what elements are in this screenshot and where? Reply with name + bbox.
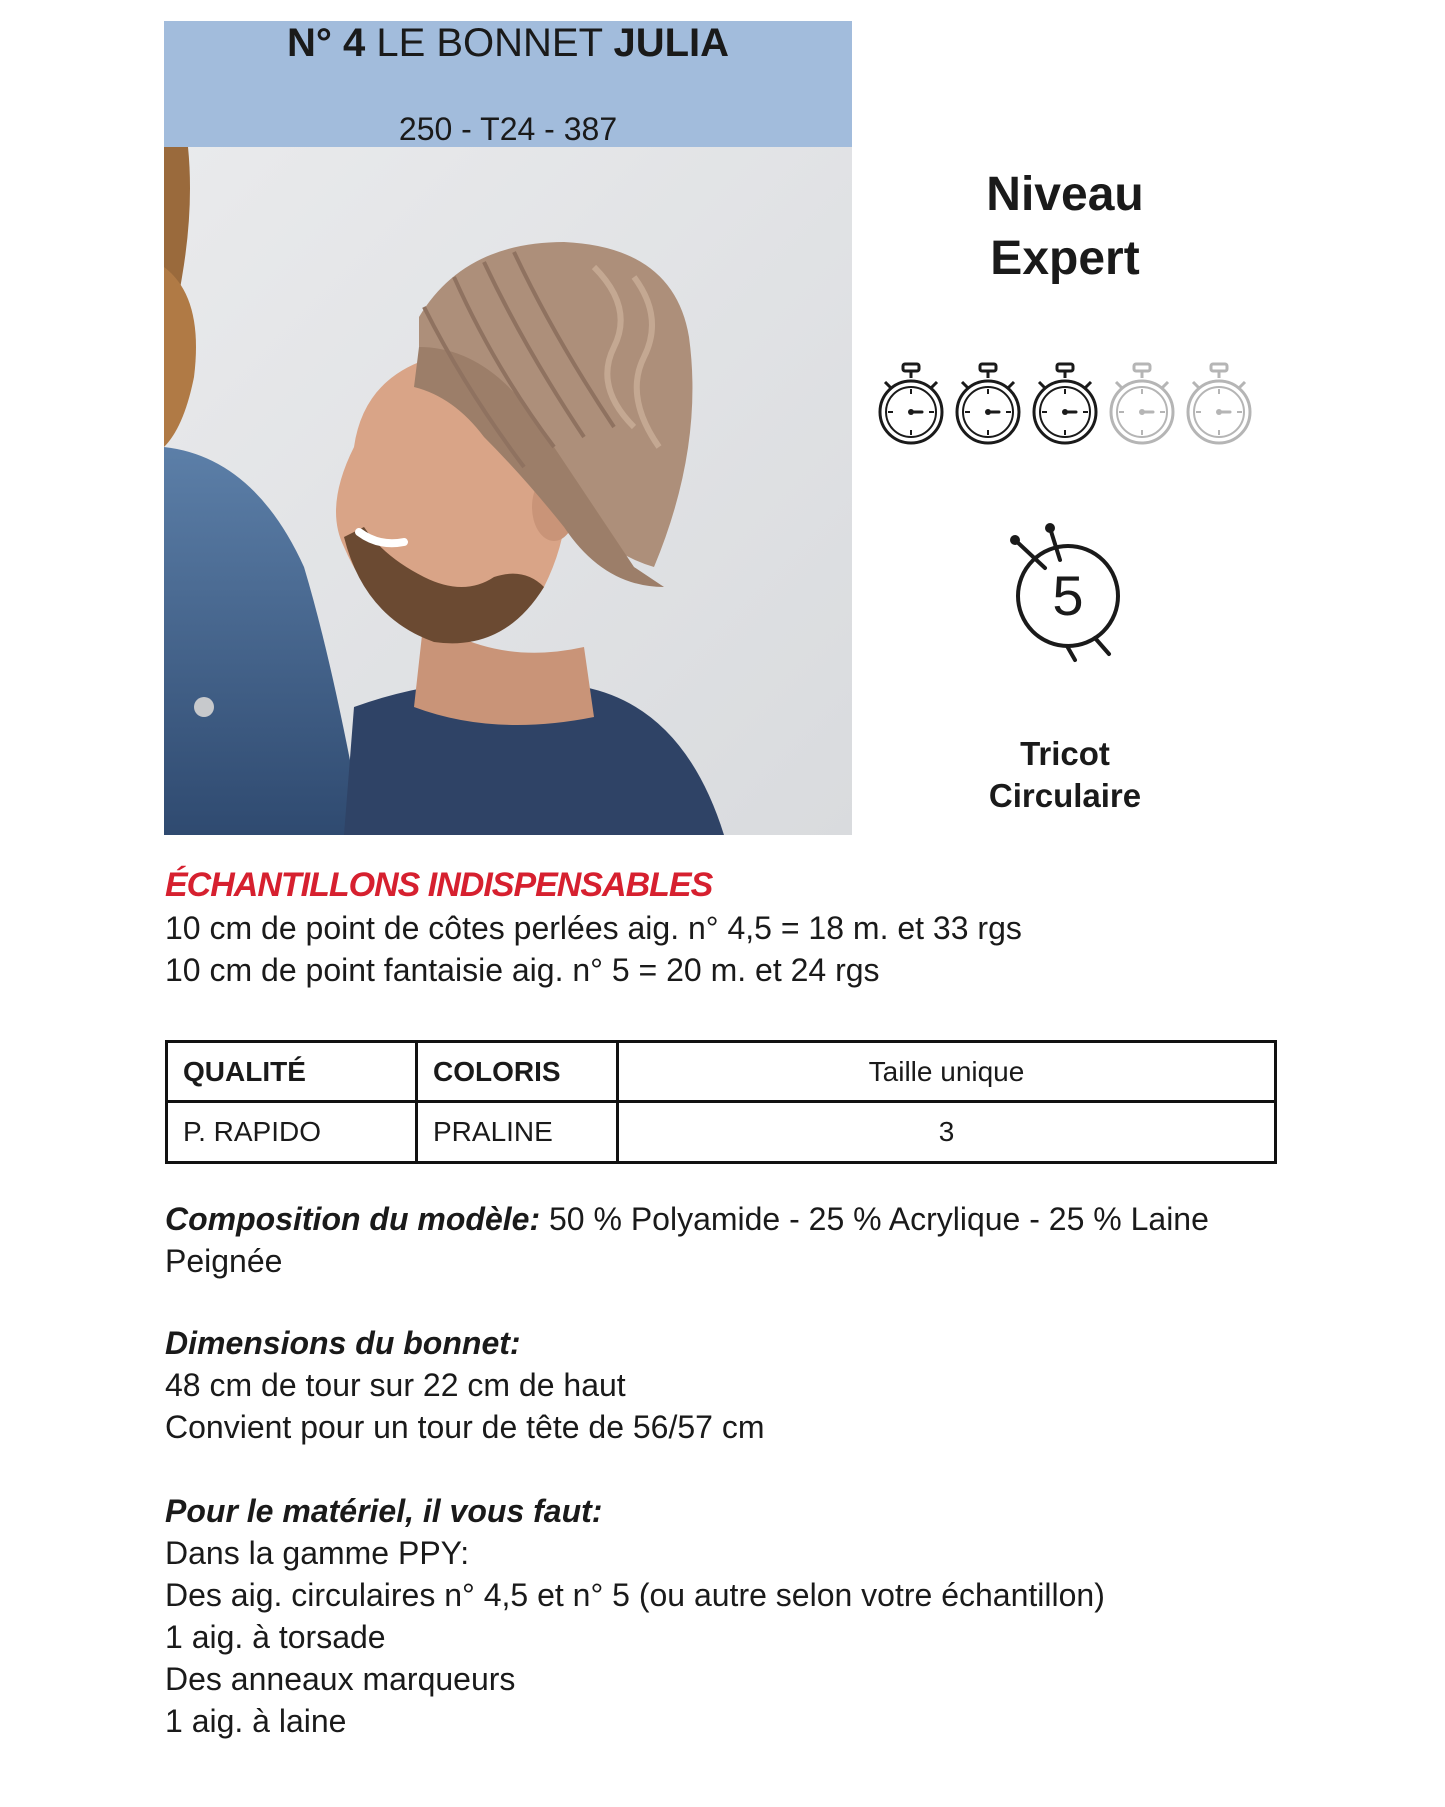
pattern-number: N° 4 [286, 21, 366, 65]
needle-size-value: 5 [1052, 564, 1084, 627]
table-header-color: COLORIS [433, 1055, 561, 1087]
pattern-title [164, 21, 852, 65]
dimensions-line: 48 cm de tour sur 22 cm de haut [165, 1367, 626, 1403]
pattern-name: JULIA [613, 21, 730, 65]
composition [165, 1198, 1285, 1282]
table-header-quality: QUALITÉ [183, 1055, 306, 1087]
difficulty-rating [876, 362, 1256, 450]
materials-line: 1 aig. à torsade [165, 1619, 386, 1655]
stopwatch-filled-icon [953, 362, 1023, 450]
table-header-size: Taille unique [868, 1055, 1025, 1087]
needle-size-badge [1005, 520, 1135, 665]
model-photo [164, 147, 852, 835]
stopwatch-filled-icon [1030, 362, 1100, 450]
technique-line2: Circulaire [988, 777, 1142, 814]
dimensions-line: Convient pour un tour de tête de 56/57 cm [165, 1409, 765, 1445]
stopwatch-empty-icon [1184, 362, 1254, 450]
sample-line: 10 cm de point de côtes perlées aig. n° 4,5 = 18 m. et 33 rgs [165, 910, 1022, 946]
sample-line: 10 cm de point fantaisie aig. n° 5 = 20 m. et 24 rgs [165, 952, 880, 988]
difficulty-label: Niveau [986, 168, 1144, 221]
technique [900, 733, 1230, 817]
composition-value: 50 % Polyamide - 25 % Acrylique - 25 % Laine Peignée [165, 1201, 1209, 1279]
title-band [164, 21, 852, 147]
difficulty-level [900, 163, 1230, 291]
stopwatch-filled-icon [876, 362, 946, 450]
pattern-type: LE BONNET [376, 21, 603, 65]
stopwatch-empty-icon [1107, 362, 1177, 450]
yarn-table [165, 1040, 1277, 1164]
materials-label: Pour le matériel, il vous faut: [165, 1493, 603, 1529]
technique-line1: Tricot [1020, 735, 1110, 772]
pattern-reference: 250 - T24 - 387 [398, 111, 618, 147]
materials-line: Des anneaux marqueurs [165, 1661, 516, 1697]
model-photo-illustration [164, 147, 852, 835]
table-cell-quality: P. RAPIDO [183, 1116, 321, 1147]
materials-line: Dans la gamme PPY: [165, 1535, 470, 1571]
materials-line: 1 aig. à laine [165, 1703, 347, 1739]
table-cell-color: PRALINE [433, 1116, 553, 1147]
materials-line: Des aig. circulaires n° 4,5 et n° 5 (ou autre selon votre échantillon) [165, 1577, 1105, 1613]
composition-label: Composition du modèle: [165, 1201, 541, 1237]
dimensions-label: Dimensions du bonnet: [165, 1325, 521, 1361]
samples-heading: ÉCHANTILLONS INDISPENSABLES [165, 866, 713, 904]
difficulty-value: Expert [990, 232, 1140, 285]
table-cell-quantity: 3 [938, 1116, 955, 1147]
